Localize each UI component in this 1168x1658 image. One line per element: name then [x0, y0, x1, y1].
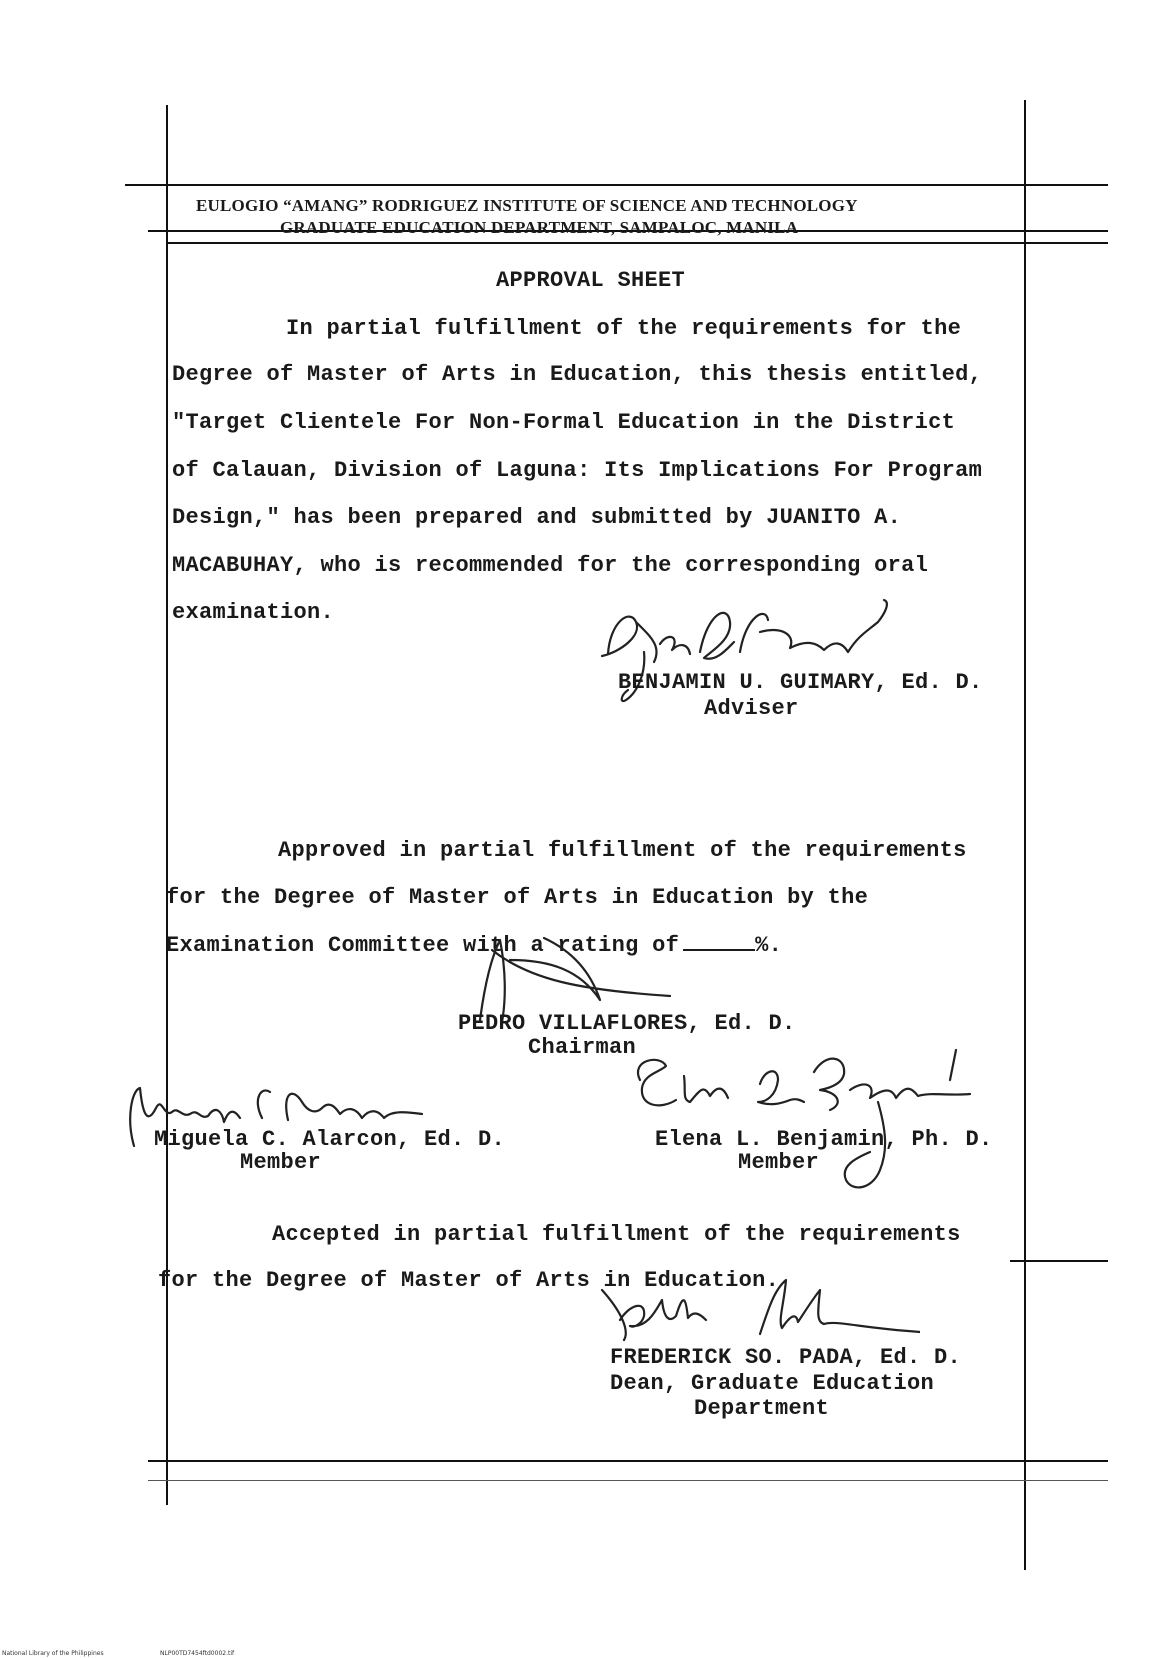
member-right-role: Member — [738, 1150, 820, 1175]
right-tab-rule — [1010, 1260, 1108, 1262]
right-margin-rule — [1024, 100, 1026, 1570]
dean-name: FREDERICK SO. PADA, Ed. D. — [610, 1345, 962, 1370]
approval-line-2: for the Degree of Master of Arts in Education by the — [166, 885, 869, 910]
left-margin-rule — [166, 105, 168, 1505]
recommendation-line-1: In partial fulfillment of the requirements for the — [286, 316, 962, 341]
member-right-name: Elena L. Benjamin, Ph. D. — [655, 1127, 993, 1152]
member-right-signature — [620, 1040, 1020, 1200]
approval-line-1: Approved in partial fulfillment of the requirements — [278, 838, 967, 863]
recommendation-line-5: Design," has been prepared and submitted by JUANITO A. — [172, 505, 902, 530]
footer-file-id: NLP00TD7454ftd0002.tif — [160, 1650, 235, 1657]
approval-line-3-text: Examination Committee with a rating of — [166, 933, 680, 958]
department-name: GRADUATE EDUCATION DEPARTMENT, SAMPALOC, MANILA — [280, 218, 799, 237]
rating-blank — [683, 949, 755, 951]
institution-name: EULOGIO “AMANG” RODRIGUEZ INSTITUTE OF SCIENCE AND TECHNOLOGY — [196, 196, 858, 215]
recommendation-line-7: examination. — [172, 600, 335, 625]
acceptance-line-2: for the Degree of Master of Arts in Education. — [158, 1268, 780, 1293]
recommendation-line-2: Degree of Master of Arts in Education, this thesis entitled, — [172, 362, 983, 387]
recommendation-line-4: of Calauan, Division of Laguna: Its Implications For Program — [172, 458, 983, 483]
rating-suffix: %. — [755, 933, 783, 958]
chairman-name: PEDRO VILLAFLORES, Ed. D. — [458, 1011, 796, 1036]
recommendation-line-6: MACABUHAY, who is recommended for the corresponding oral — [172, 553, 929, 578]
adviser-name: BENJAMIN U. GUIMARY, Ed. D. — [618, 670, 983, 695]
recommendation-line-3: "Target Clientele For Non-Formal Education in the District — [172, 410, 956, 435]
dean-role-line-1: Dean, Graduate Education — [610, 1371, 935, 1396]
page-title: APPROVAL SHEET — [496, 268, 686, 293]
bottom-rule — [148, 1460, 1108, 1462]
chairman-role: Chairman — [528, 1035, 637, 1060]
footer-library: National Library of the Philippines — [2, 1650, 104, 1657]
header-bottom-rule — [168, 242, 1108, 244]
dean-role-line-2: Department — [694, 1396, 830, 1421]
header-top-rule — [125, 184, 1108, 186]
acceptance-line-1: Accepted in partial fulfillment of the requirements — [272, 1222, 961, 1247]
member-left-role: Member — [240, 1150, 322, 1175]
approval-line-3 — [166, 933, 782, 958]
adviser-role: Adviser — [704, 696, 799, 721]
bottom-rule-2 — [148, 1480, 1108, 1481]
member-left-name: Miguela C. Alarcon, Ed. D. — [154, 1127, 506, 1152]
